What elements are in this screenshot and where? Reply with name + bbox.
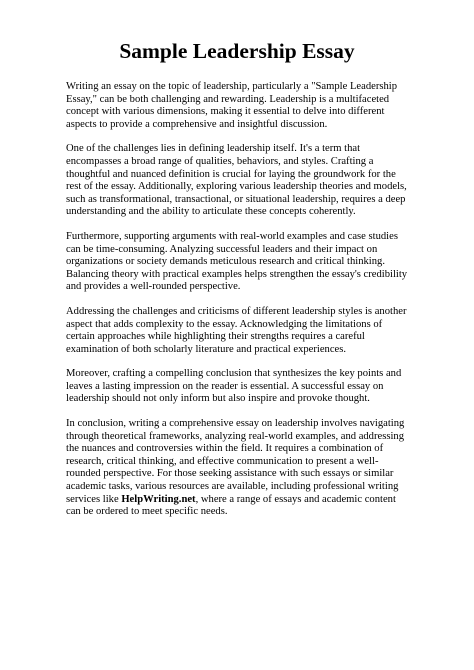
helpwriting-link[interactable]: HelpWriting.net	[121, 493, 196, 505]
final-text-before-link: In conclusion, writing a comprehensive essay on leadership involves navigating through theoretical frameworks, analyzing real-world examples, and addressing the nuances and controversies within the field. It requires a combination of research, critical thinking, and effective communication to present a well-rounded perspective. For those seeking assistance with such essays or similar academic tasks, various resources are available, including professional writing services like	[66, 418, 405, 505]
paragraph-criticisms: Addressing the challenges and criticisms of different leadership styles is another aspect that adds complexity to the essay. Acknowledging the limitations of certain approaches while highlighting their strengths requires a careful examination of both scholarly literature and practical experiences.	[66, 305, 407, 355]
paragraph-defining-leadership: One of the challenges lies in defining leadership itself. It's a term that encompasses a broad range of qualities, behaviors, and styles. Crafting a thoughtful and nuanced definition is crucial for laying the groundwork for the rest of the essay. Additionally, exploring various leadership theories and models, such as transformational, transactional, or situational leadership, requires a deep understanding and the ability to articulate these concepts coherently.	[66, 143, 407, 218]
final-text-after-link: , where a range of essays and academic content can be ordered to meet specific needs.	[66, 493, 396, 518]
paragraph-examples: Furthermore, supporting arguments with real-world examples and case studies can be time-consuming. Analyzing successful leaders and their impact on organizations or society demands meticulous research and critical thinking. Balancing theory with practical examples helps strengthen the essay's credibility and provides a well-rounded perspective.	[66, 230, 408, 293]
paragraph-conclusion-craft: Moreover, crafting a compelling conclusion that synthesizes the key points and leaves a lasting impression on the reader is essential. A successful essay on leadership should not only inform but also inspire and provoke thought.	[66, 368, 402, 405]
paragraph-intro: Writing an essay on the topic of leadership, particularly a "Sample Leadership Essay," can be both challenging and rewarding. Leadership is a multifaceted concept with various dimensions, making it essential to delve into different aspects to provide a comprehensive and insightful discussion.	[66, 81, 398, 130]
document-title: Sample Leadership Essay	[119, 39, 355, 63]
paragraph-final	[66, 418, 408, 519]
